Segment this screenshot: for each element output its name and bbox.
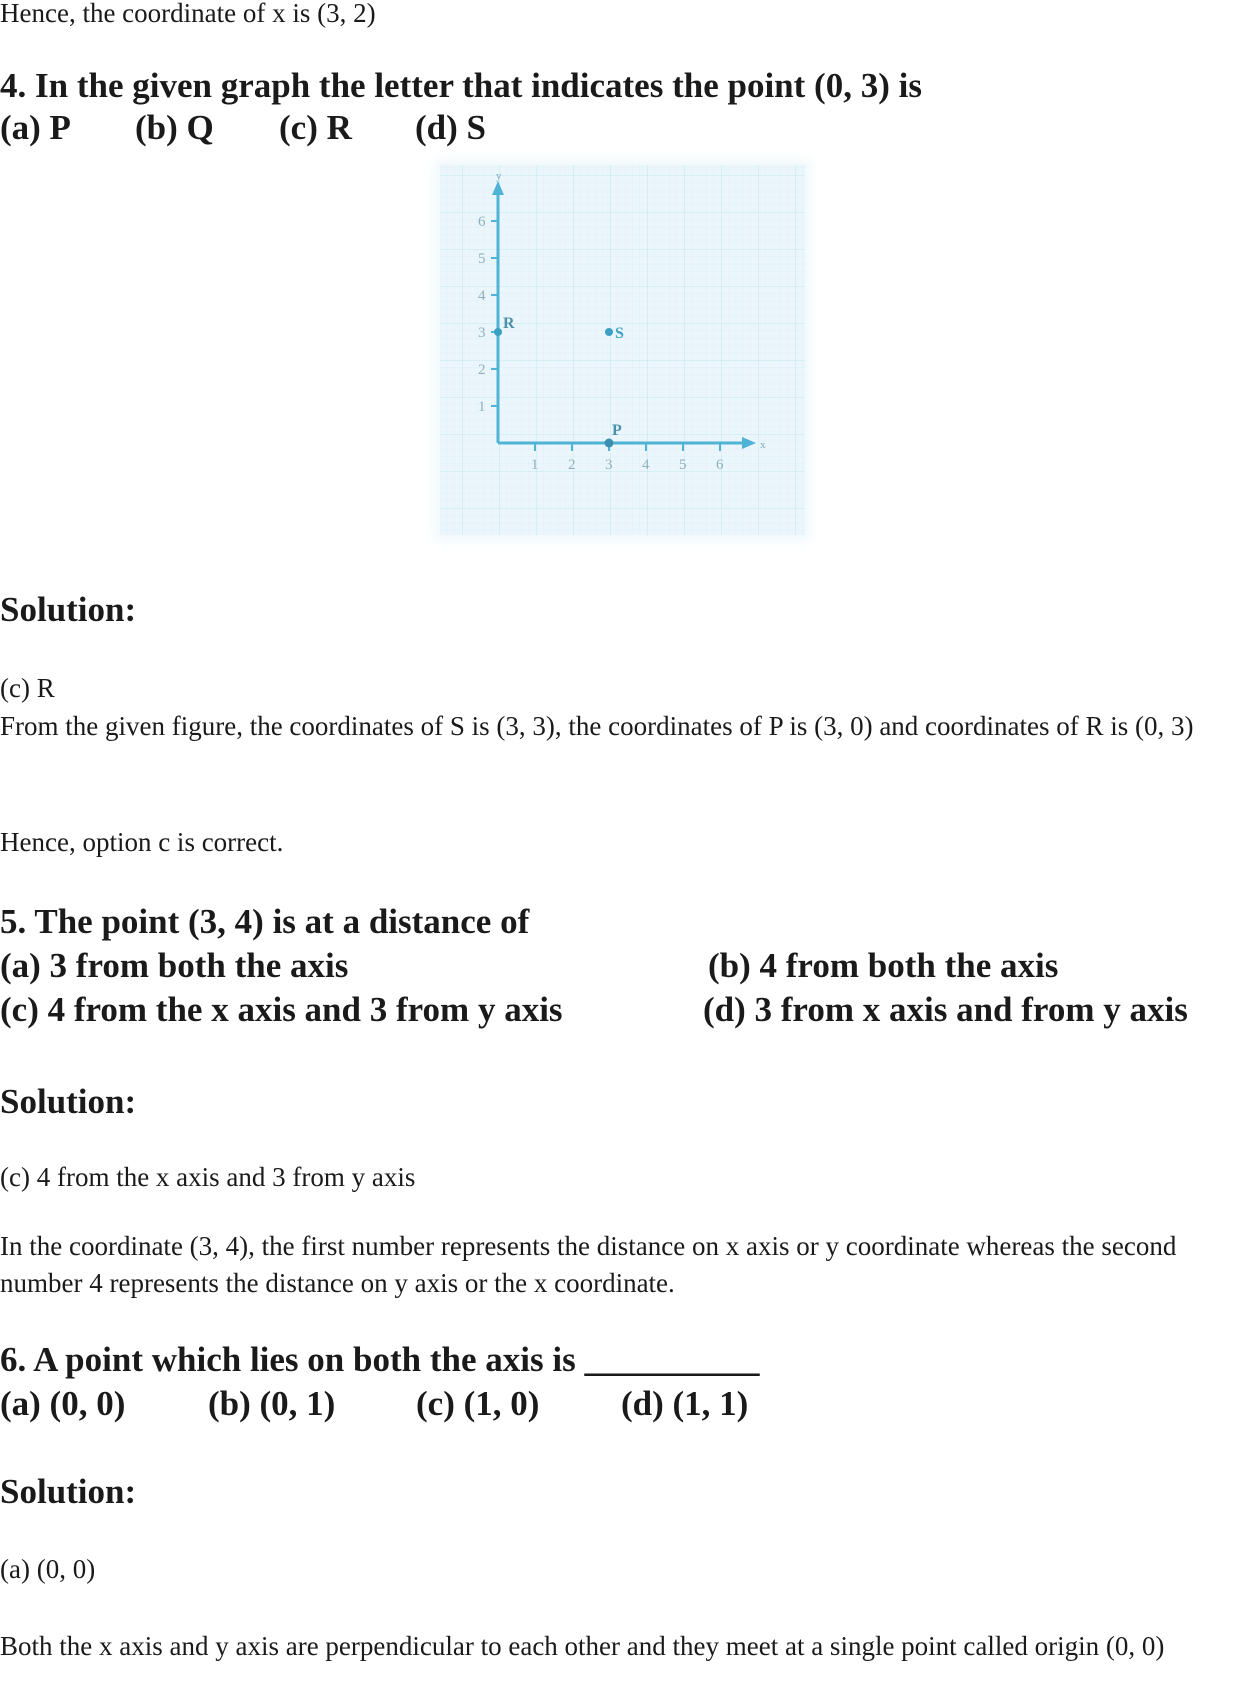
q4-option-d: (d) S (415, 108, 486, 147)
point-r-marker (494, 328, 502, 336)
x-tick-5: 5 (679, 457, 687, 473)
y-tick-2: 2 (478, 362, 486, 378)
question-6-title: 6. A point which lies on both the axis is __________ (0, 1340, 760, 1379)
q4-conclusion: Hence, option c is correct. (0, 827, 284, 857)
coordinate-graph (440, 165, 805, 535)
q4-explanation: From the given figure, the coordinates of S is (3, 3), the coordinates of P is (3, 0) and coordinates of R is (0, 3) (0, 711, 1194, 741)
q5-solution-heading: Solution: (0, 1082, 137, 1121)
q4-answer: (c) R (0, 673, 55, 703)
point-p-marker (605, 439, 614, 448)
x-tick-6: 6 (716, 457, 724, 473)
q4-option-a: (a) P (0, 108, 71, 147)
q6-solution-heading: Solution: (0, 1472, 137, 1511)
q6-option-d: (d) (1, 1) (621, 1384, 749, 1423)
coordinate-graph-figure (440, 165, 805, 535)
q5-option-a: (a) 3 from both the axis (0, 946, 349, 985)
point-s-marker (605, 328, 613, 336)
question-4-title: 4. In the given graph the letter that indicates the point (0, 3) is (0, 66, 922, 105)
question-6-options (0, 1382, 748, 1426)
q4-option-b: (b) Q (135, 108, 214, 147)
q5-answer: (c) 4 from the x axis and 3 from y axis (0, 1162, 416, 1192)
x-tick-3: 3 (605, 457, 613, 473)
previous-conclusion: Hence, the coordinate of x is (3, 2) (0, 0, 376, 28)
q4-option-c: (c) R (279, 108, 352, 147)
q6-option-c: (c) (1, 0) (416, 1384, 540, 1423)
x-axis-label: x (760, 439, 766, 451)
q6-answer: (a) (0, 0) (0, 1554, 96, 1584)
q5-explanation: In the coordinate (3, 4), the first number represents the distance on x axis or y coordinate whereas the second number 4 represents the distance on y axis or the x coordinate. (0, 1231, 1177, 1298)
q5-option-b: (b) 4 from both the axis (708, 946, 1059, 985)
y-tick-3: 3 (478, 325, 486, 341)
x-tick-2: 2 (568, 457, 576, 473)
point-p-label: P (612, 422, 622, 439)
q6-option-b: (b) (0, 1) (208, 1384, 336, 1423)
point-s-label: S (615, 325, 624, 342)
y-tick-6: 6 (478, 214, 486, 230)
question-5-title: 5. The point (3, 4) is at a distance of (0, 902, 530, 941)
y-tick-1: 1 (478, 399, 486, 415)
y-axis-label: y (496, 170, 502, 182)
question-4-options (0, 106, 486, 150)
q6-explanation: Both the x axis and y axis are perpendicular to each other and they meet at a single point called origin (0, 0) (0, 1631, 1165, 1661)
y-tick-5: 5 (478, 251, 486, 267)
x-tick-4: 4 (642, 457, 650, 473)
y-tick-4: 4 (478, 288, 486, 304)
point-r-label: R (503, 315, 515, 332)
q4-solution-heading: Solution: (0, 590, 137, 629)
x-tick-1: 1 (531, 457, 539, 473)
q5-option-c: (c) 4 from the x axis and 3 from y axis (0, 990, 563, 1029)
q6-option-a: (a) (0, 0) (0, 1384, 126, 1423)
q5-option-d: (d) 3 from x axis and from y axis (703, 990, 1188, 1029)
